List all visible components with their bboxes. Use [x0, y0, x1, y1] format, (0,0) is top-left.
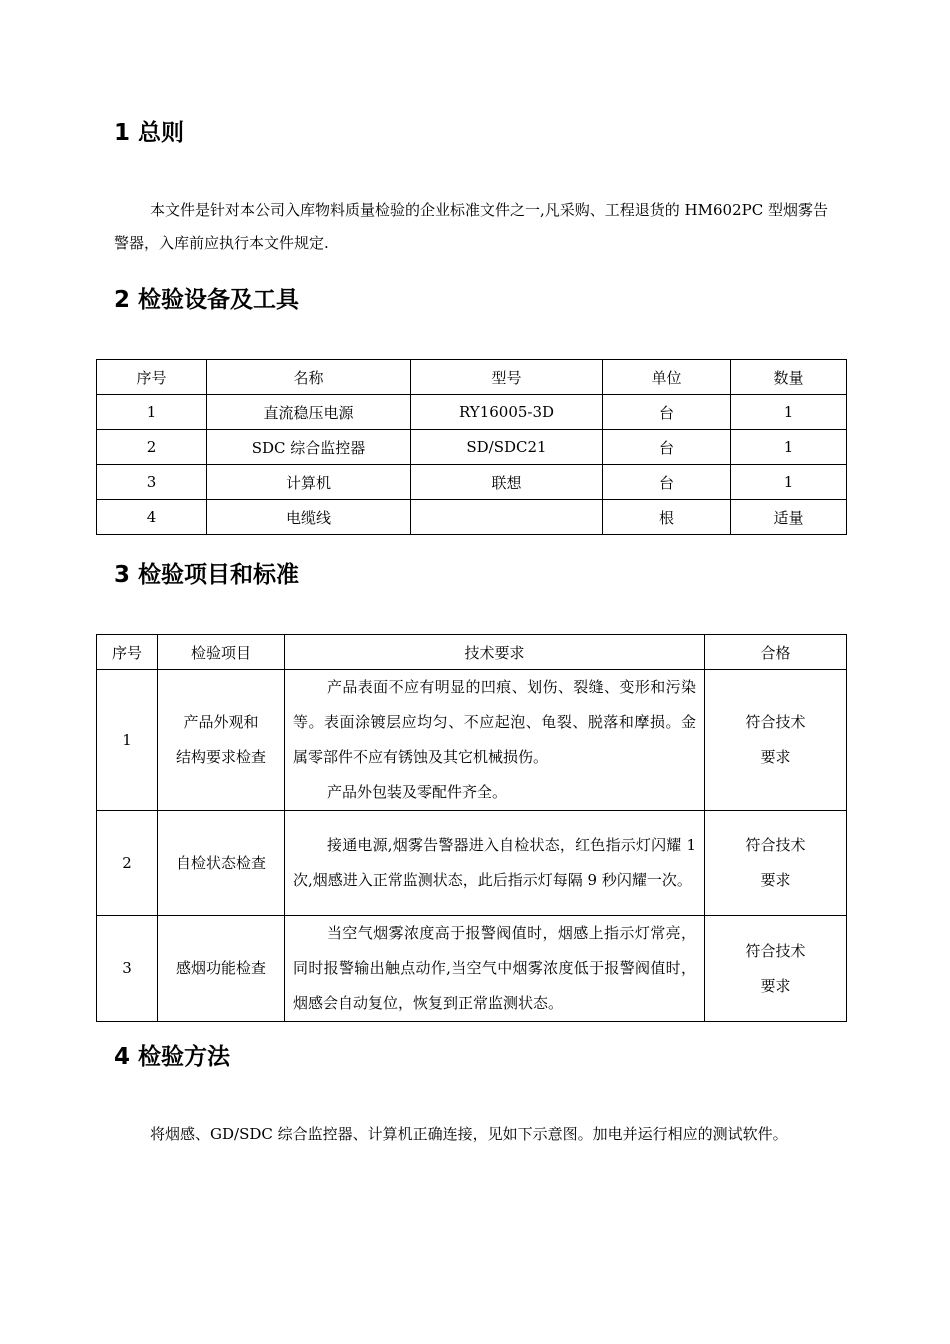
equipment-table	[96, 359, 847, 535]
method-text: 将烟感、GD/SDC 综合监控器、计算机正确连接，见如下示意图。加电并运行相应的测试软件。	[150, 1125, 788, 1143]
equipment-table-header-row	[97, 360, 847, 395]
cell-item	[158, 670, 285, 811]
cell-unit: 台	[603, 465, 731, 500]
table-row	[97, 670, 847, 811]
cell-quantity: 1	[731, 430, 847, 465]
inspection-table-header-row	[97, 635, 847, 670]
table-row	[97, 430, 847, 465]
requirement-text: 接通电源,烟雾告警器进入自检状态，红色指示灯闪耀 1 次,烟感进入正常监测状态，此后指示灯每隔 9 秒闪耀一次。	[293, 836, 696, 889]
pass-line: 符合技术	[745, 941, 806, 960]
cell-pass	[705, 916, 847, 1022]
cell-model: 联想	[411, 465, 603, 500]
cell-requirements	[285, 811, 705, 916]
table-row	[97, 395, 847, 430]
cell-no: 4	[97, 500, 207, 535]
cell-pass	[705, 811, 847, 916]
requirement-text: 产品表面不应有明显的凹痕、划伤、裂缝、变形和污染等。表面涂镀层应均匀、不应起泡、龟裂、脱落和摩损。金属零部件不应有锈蚀及其它机械损伤。	[293, 678, 696, 766]
section-heading-method: 4 检验方法	[114, 1044, 231, 1070]
table-row	[97, 916, 847, 1022]
section-heading-equipment: 2 检验设备及工具	[114, 287, 300, 313]
column-header-model: 型号	[411, 360, 603, 395]
item-line: 结构要求检查	[175, 748, 266, 766]
section-heading-inspection-items: 3 检验项目和标准	[114, 562, 300, 588]
table-row	[97, 811, 847, 916]
cell-unit: 台	[603, 395, 731, 430]
cell-no: 2	[97, 811, 158, 916]
cell-name: 电缆线	[207, 500, 411, 535]
cell-unit: 根	[603, 500, 731, 535]
cell-requirements	[285, 670, 705, 811]
item-line: 自检状态检查	[175, 853, 266, 872]
general-paragraph	[114, 194, 842, 260]
table-row	[97, 465, 847, 500]
cell-unit: 台	[603, 430, 731, 465]
cell-quantity: 适量	[731, 500, 847, 535]
general-text: 本文件是针对本公司入库物料质量检验的企业标准文件之一,凡采购、工程退货的 HM602PC 型烟雾告警器，入库前应执行本文件规定.	[114, 201, 828, 252]
cell-requirements	[285, 916, 705, 1022]
cell-model: RY16005-3D	[411, 395, 603, 430]
cell-no: 1	[97, 395, 207, 430]
column-header-no: 序号	[97, 635, 158, 670]
cell-quantity: 1	[731, 465, 847, 500]
column-header-item: 检验项目	[158, 635, 285, 670]
cell-model: SD/SDC21	[411, 430, 603, 465]
inspection-table	[96, 634, 847, 1022]
column-header-pass: 合格	[705, 635, 847, 670]
pass-line: 要求	[760, 976, 791, 995]
cell-no: 2	[97, 430, 207, 465]
cell-name: SDC 综合监控器	[207, 430, 411, 465]
cell-pass	[705, 670, 847, 811]
cell-no: 3	[97, 916, 158, 1022]
pass-line: 要求	[760, 748, 791, 766]
pass-line: 符合技术	[745, 836, 806, 854]
cell-item	[158, 916, 285, 1022]
column-header-requirements: 技术要求	[285, 635, 705, 670]
pass-line: 要求	[760, 871, 791, 889]
column-header-no: 序号	[97, 360, 207, 395]
cell-item	[158, 811, 285, 916]
requirement-text: 当空气烟雾浓度高于报警阀值时，烟感上指示灯常亮，同时报警输出触点动作,当空气中烟雾浓度低于报警阀值时，烟感会自动复位，恢复到正常监测状态。	[293, 924, 696, 1012]
column-header-name: 名称	[207, 360, 411, 395]
column-header-quantity: 数量	[731, 360, 847, 395]
method-paragraph	[114, 1118, 854, 1151]
pass-line: 符合技术	[745, 713, 806, 731]
cell-model	[411, 500, 603, 535]
cell-name: 直流稳压电源	[207, 395, 411, 430]
cell-quantity: 1	[731, 395, 847, 430]
column-header-unit: 单位	[603, 360, 731, 395]
table-row	[97, 500, 847, 535]
item-line: 产品外观和	[183, 713, 259, 731]
cell-name: 计算机	[207, 465, 411, 500]
requirement-text: 产品外包装及零配件齐全。	[327, 783, 508, 801]
cell-no: 1	[97, 670, 158, 811]
item-line: 感烟功能检查	[175, 959, 266, 977]
section-heading-general: 1 总则	[114, 120, 185, 146]
cell-no: 3	[97, 465, 207, 500]
